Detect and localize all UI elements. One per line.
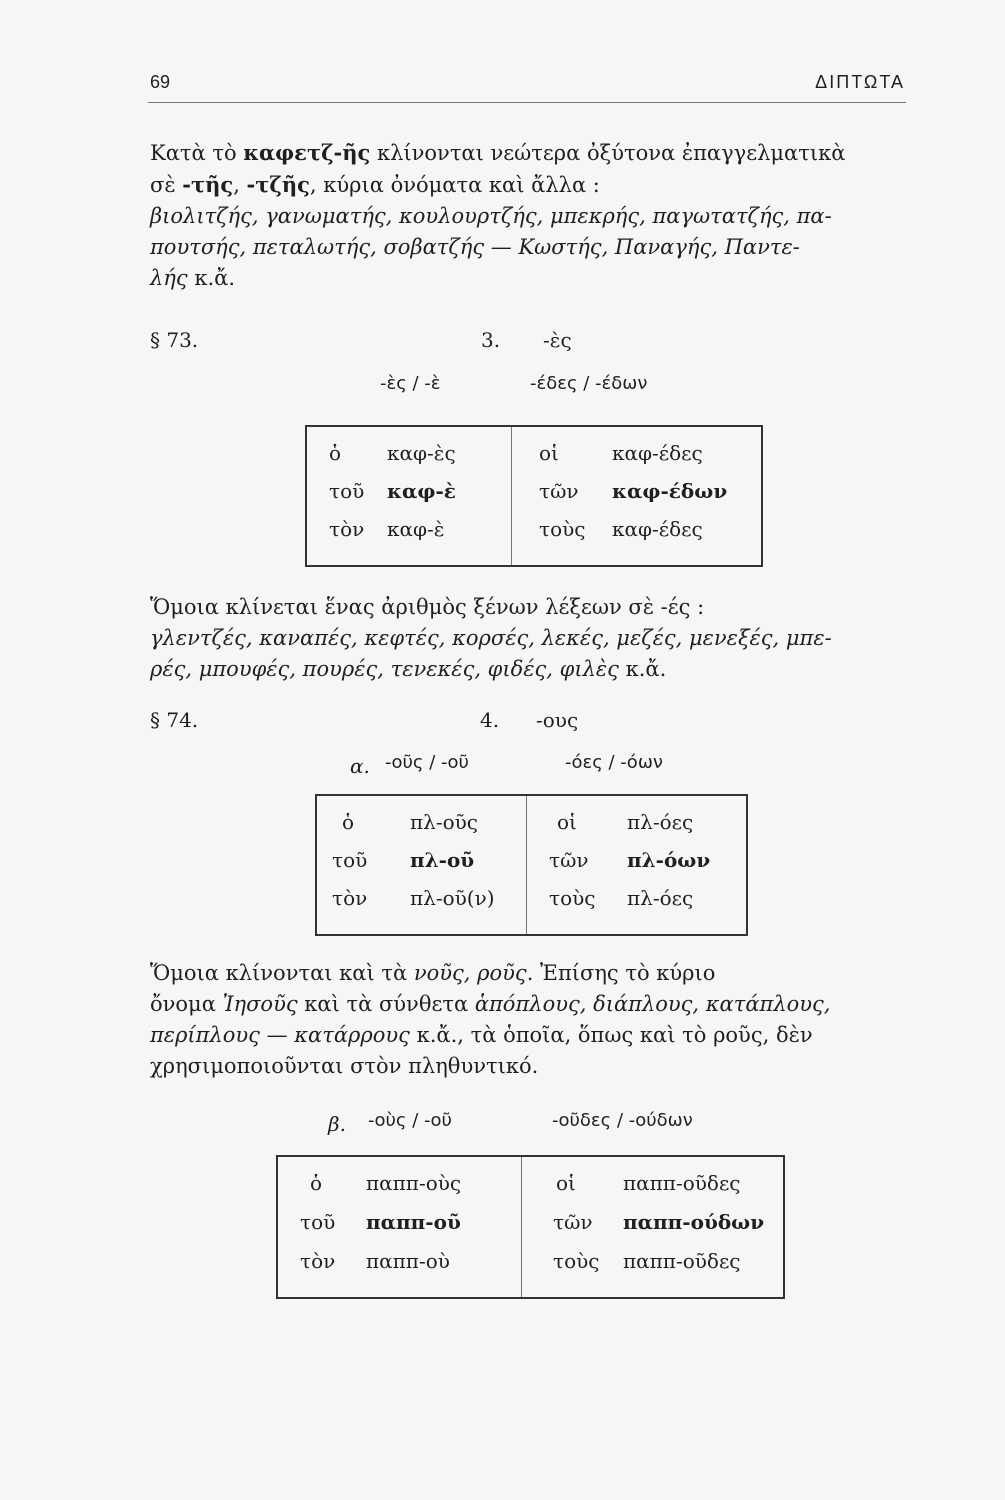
article-cell: τὸν: [300, 1249, 336, 1273]
text-line: [150, 1020, 906, 1051]
section-number: § 73.: [150, 328, 199, 352]
text-line: [150, 958, 906, 989]
declension-table-pappous: [276, 1155, 785, 1299]
word-cell: πλ-όες: [627, 810, 694, 834]
section-number: § 74.: [150, 708, 199, 732]
text-line: Ὅμοια κλίνεται ἕνας ἀριθμὸς ξένων λέξεων σὲ -ές :: [150, 595, 705, 619]
word-cell: καφ-έδων: [612, 479, 728, 503]
bold-term: -τζῆς: [246, 172, 310, 197]
column-divider: [526, 796, 527, 934]
word-cell: πλ-όες: [627, 886, 694, 910]
example-word: Ἰησοῦς: [222, 992, 298, 1016]
text-line: [150, 169, 906, 201]
article-cell: τῶν: [553, 1210, 593, 1234]
article-cell: οἱ: [556, 1171, 576, 1195]
article-cell: τῶν: [549, 848, 589, 872]
singular-endings: -οῦς / -οῦ: [385, 752, 469, 773]
example-words: περίπλους — κατάρρους: [150, 1023, 410, 1047]
section-ending: -ὲς: [543, 328, 572, 352]
article-cell: τὸν: [329, 517, 365, 541]
column-divider: [521, 1157, 522, 1297]
word-cell: πλ-οῦ(ν): [410, 886, 495, 910]
article-cell: τοῦ: [332, 848, 368, 872]
article-cell: τοὺς: [549, 886, 596, 910]
text-run: , κύρια ὀνόματα καὶ ἄλλα :: [309, 173, 600, 197]
word-cell: καφ-ὲ: [387, 479, 456, 503]
article-cell: οἱ: [539, 441, 559, 465]
word-cell: πλ-οῦς: [410, 810, 478, 834]
text-line: [150, 989, 906, 1020]
singular-endings: -οὺς / -οῦ: [368, 1110, 452, 1131]
section-ending: -ους: [536, 708, 579, 732]
plural-endings: -όες / -όων: [565, 752, 663, 773]
bold-term: καφετζ-ῆς: [243, 140, 371, 165]
plural-endings: -οῦδες / -ούδων: [552, 1110, 693, 1131]
text-line: [150, 263, 906, 294]
example-line: βιολιτζής, γανωματής, κουλουρτζής, μπεκρής, παγωτατζής, πα-: [150, 204, 832, 228]
text-run: ὄνομα: [150, 992, 223, 1016]
word-cell: παππ-ούδων: [623, 1210, 765, 1234]
article-cell: ὁ: [329, 441, 342, 465]
similar-words-paragraph: [150, 592, 906, 685]
bold-term: -τῆς: [182, 172, 234, 197]
word-cell: καφ-έδες: [612, 441, 703, 465]
text-run: ,: [233, 173, 247, 197]
article-cell: ὁ: [310, 1171, 323, 1195]
text-run: κ.ἄ., τὰ ὁποῖα, ὅπως καὶ τὸ ροῦς, δὲν: [409, 1023, 813, 1047]
example-word: λής: [150, 266, 188, 290]
text-line: χρησιμοποιοῦνται στὸν πληθυντικό.: [150, 1054, 539, 1078]
text-run: Ὅμοια κλίνονται καὶ τὰ: [150, 961, 414, 985]
article-cell: τοὺς: [539, 517, 586, 541]
text-run: κ.ἄ.: [187, 266, 235, 290]
text-run: σὲ: [150, 173, 183, 197]
usage-paragraph: [150, 958, 906, 1082]
example-words: ρές, μπουφές, πουρές, τενεκές, φιδές, φιλὲς: [150, 657, 619, 681]
singular-endings: -ὲς / -ὲ: [380, 373, 441, 394]
text-run: Κατὰ τὸ: [150, 141, 244, 165]
word-cell: παππ-οῦδες: [623, 1249, 741, 1273]
word-cell: καφ-ὲς: [387, 441, 456, 465]
word-cell: παππ-οὺς: [366, 1171, 462, 1195]
word-cell: πλ-οῦ: [410, 848, 475, 872]
article-cell: οἱ: [557, 810, 577, 834]
column-divider: [511, 427, 512, 565]
word-cell: καφ-ὲ: [387, 517, 445, 541]
plural-endings: -έδες / -έδων: [530, 373, 648, 394]
text-run: κ.ἄ.: [618, 657, 667, 681]
subsection-label: α.: [350, 754, 370, 778]
article-cell: τοὺς: [553, 1249, 600, 1273]
declension-table-plous: [315, 794, 748, 936]
running-title: ΔΙΠΤΩΤΑ: [815, 72, 905, 92]
intro-paragraph: [150, 137, 906, 294]
text-run: κλίνονται νεώτερα ὀξύτονα ἐπαγγελματικὰ: [370, 141, 846, 165]
subsection-number: 3.: [481, 328, 501, 352]
declension-table-kafes: [305, 425, 763, 567]
word-cell: παππ-οῦδες: [623, 1171, 741, 1195]
word-cell: παππ-οὺ: [366, 1249, 450, 1273]
word-cell: πλ-όων: [627, 848, 711, 872]
page-number: 69: [150, 72, 171, 92]
article-cell: τοῦ: [300, 1210, 336, 1234]
text-line: [150, 654, 906, 685]
article-cell: τοῦ: [329, 479, 365, 503]
example-line: πουτσής, πεταλωτής, σοβατζής — Κωστής, Παναγής, Παντε-: [150, 235, 800, 259]
article-cell: τῶν: [539, 479, 579, 503]
example-words: νοῦς, ροῦς: [413, 961, 527, 985]
example-words: ἁπόπλους, διάπλους, κατάπλους,: [474, 992, 831, 1016]
word-cell: καφ-έδες: [612, 517, 703, 541]
example-line: γλεντζές, καναπές, κεφτές, κορσές, λεκές, μεζές, μενεξές, μπε-: [150, 626, 832, 650]
subsection-label: β.: [328, 1112, 346, 1136]
text-run: καὶ τὰ σύνθετα: [297, 992, 475, 1016]
subsection-number: 4.: [480, 708, 500, 732]
header-rule: [148, 102, 906, 103]
word-cell: παππ-οῦ: [366, 1210, 461, 1234]
article-cell: τὸν: [332, 886, 368, 910]
article-cell: ὁ: [342, 810, 355, 834]
text-line: [150, 137, 906, 169]
text-run: . Ἐπίσης τὸ κύριο: [526, 961, 716, 985]
